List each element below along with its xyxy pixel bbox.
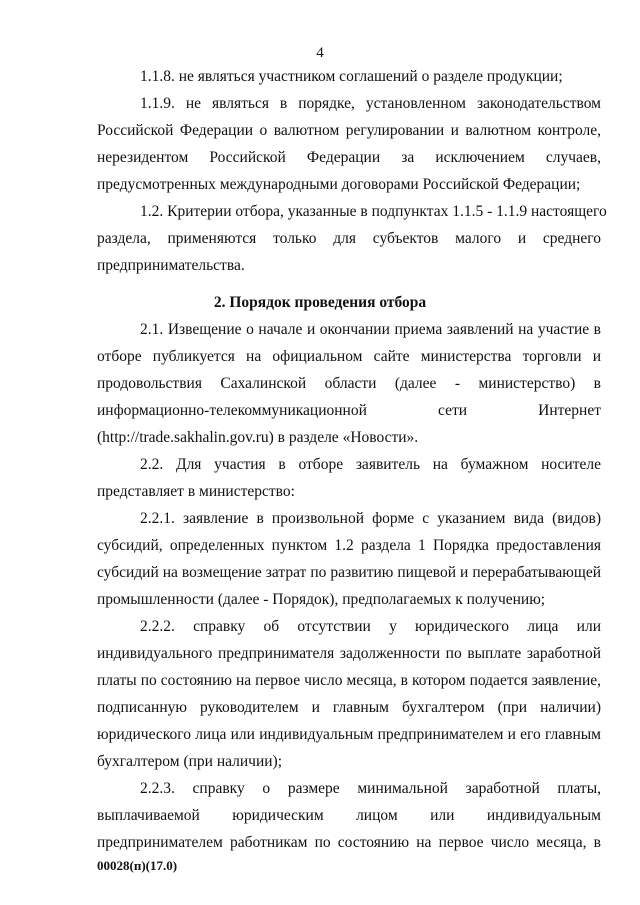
paragraph-line: бухгалтером (при наличии); (97, 753, 283, 770)
paragraph-line: платы по состоянию на первое число месяца, в котором подается заявление, (97, 672, 601, 689)
paragraph-line: Российской Федерации о валютном регулировании и валютном контроле, (97, 122, 601, 139)
paragraph-line: предпринимателем работникам по состоянию на первое число месяца, в (97, 834, 601, 851)
document-footer-code: 00028(п)(17.0) (97, 858, 178, 873)
section-heading: 2. Порядок проведения отбора (213, 294, 427, 311)
paragraph-line: 1.2. Критерии отбора, указанные в подпунктах 1.1.5 - 1.1.9 настоящего (140, 203, 607, 220)
paragraph-line: отборе публикуется на официальном сайте министерства торговли и (97, 348, 601, 365)
paragraph-line: предпринимательства. (97, 257, 245, 274)
paragraph-line: выплачиваемой юридическим лицом или индивидуальным (97, 807, 601, 824)
paragraph-line: продовольствия Сахалинской области (далее - министерство) в (97, 375, 601, 392)
paragraph-line: подписанную руководителем и главным бухгалтером (при наличии) (97, 699, 601, 716)
paragraph-line: 2.2.3. справку о размере минимальной заработной платы, (140, 780, 601, 797)
paragraph-line: раздела, применяются только для субъектов малого и среднего (97, 230, 601, 247)
paragraph-line: 2.2.1. заявление в произвольной форме с указанием вида (видов) (140, 510, 601, 527)
paragraph-line: 2.2.2. справку об отсутствии у юридического лица или (140, 618, 601, 635)
paragraph-line: 1.1.9. не являться в порядке, установленном законодательством (140, 95, 601, 112)
paragraph-line: нерезидентом Российской Федерации за исключением случаев, (97, 149, 601, 166)
paragraph-line: предусмотренных международными договорами Российской Федерации; (97, 176, 581, 193)
paragraph-line: представляет в министерство: (97, 483, 295, 500)
page-number: 4 (316, 45, 324, 61)
paragraph-line: субсидий, определенных пунктом 1.2 раздела 1 Порядка предоставления (97, 537, 601, 554)
paragraph-line: индивидуального предпринимателя задолженности по выплате заработной (97, 645, 601, 662)
paragraph-line: (http://trade.sakhalin.gov.ru) в разделе «Новости». (97, 429, 419, 446)
paragraph-line: субсидий на возмещение затрат по развитию пищевой и перерабатывающей (97, 564, 601, 581)
paragraph-line: юридического лица или индивидуальным предпринимателем и его главным (97, 726, 601, 743)
paragraph-line: 2.2. Для участия в отборе заявитель на бумажном носителе (140, 456, 601, 473)
paragraph-line: информационно-телекоммуникационной сети Интернет (97, 402, 601, 419)
paragraph-line: 1.1.8. не являться участником соглашений о разделе продукции; (140, 68, 563, 85)
paragraph-line: промышленности (далее - Порядок), предполагаемых к получению; (97, 591, 546, 608)
paragraph-line: 2.1. Извещение о начале и окончании приема заявлений на участие в (140, 321, 601, 338)
